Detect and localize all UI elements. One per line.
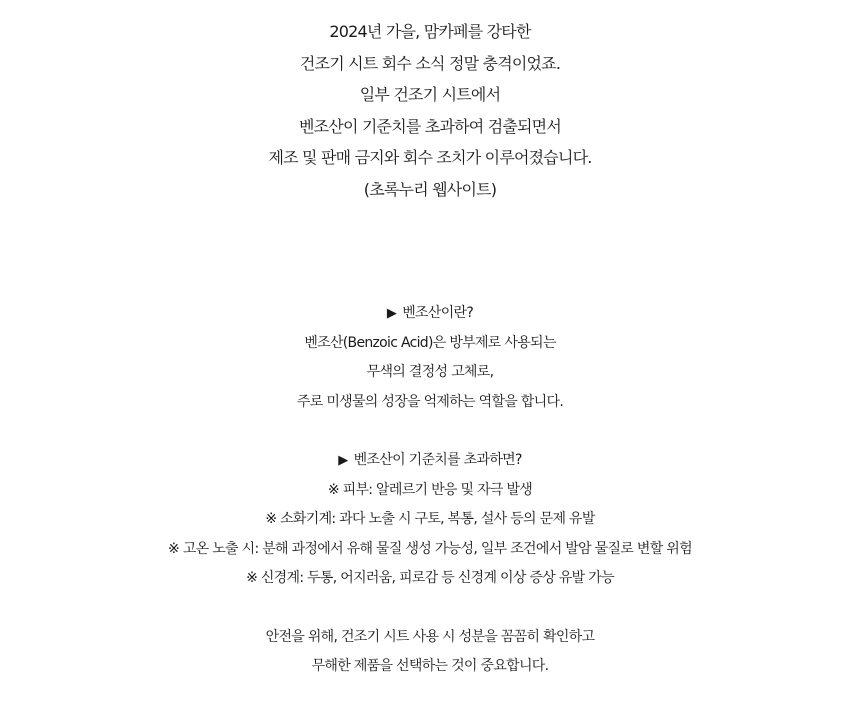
play-triangle-icon: ▶ [386,306,397,321]
intro-paragraph [0,16,860,205]
effect-high-temperature: ※ 고온 노출 시: 분해 과정에서 유해 물질 생성 가능성, 일부 조건에서 발암 물질로 변할 위험 [168,540,692,557]
what-is-line: 주로 미생물의 성장을 억제하는 역할을 합니다. [296,393,564,410]
what-is-heading-text: 벤조산이란? [402,305,474,321]
exceed-heading [0,446,860,476]
section-spacer [0,417,860,446]
intro-line: 2024년 가을, 맘카페를 강타한 [329,22,531,41]
intro-line: 건조기 시트 회수 소식 정말 충격이었죠. [299,53,561,73]
closing-line: 안전을 위해, 건조기 시트 사용 시 성분을 꼼꼼히 확인하고 [265,628,595,645]
closing-line: 무해한 제품을 선택하는 것이 중요합니다. [311,658,549,674]
intro-line: 벤조산이 기준치를 초과하여 검출되면서 [298,116,561,136]
what-is-line: 무색의 결정성 고체로, [366,364,494,380]
play-triangle-icon: ▶ [338,453,348,468]
what-is-line: 벤조산(Benzoic Acid)은 방부제로 사용되는 [304,334,556,351]
benzoic-acid-info [0,299,860,682]
effect-digestive: ※ 소화기계: 과다 노출 시 구토, 복통, 설사 등의 문제 유발 [265,511,595,527]
section-spacer [0,594,860,623]
intro-source: (초록누리 웹사이트) [363,179,497,199]
effect-skin: ※ 피부: 알레르기 반응 및 자극 발생 [327,481,533,498]
what-is-heading [0,299,860,329]
exceed-heading-text: 벤조산이 기준치를 초과하면? [353,452,522,468]
intro-line: 일부 건조기 시트에서 [359,85,501,104]
effect-nervous-system: ※ 신경계: 두통, 어지러움, 피로감 등 신경계 이상 증상 유발 가능 [246,570,614,586]
intro-line: 제조 및 판매 금지와 회수 조치가 이루어졌습니다. [268,148,592,167]
